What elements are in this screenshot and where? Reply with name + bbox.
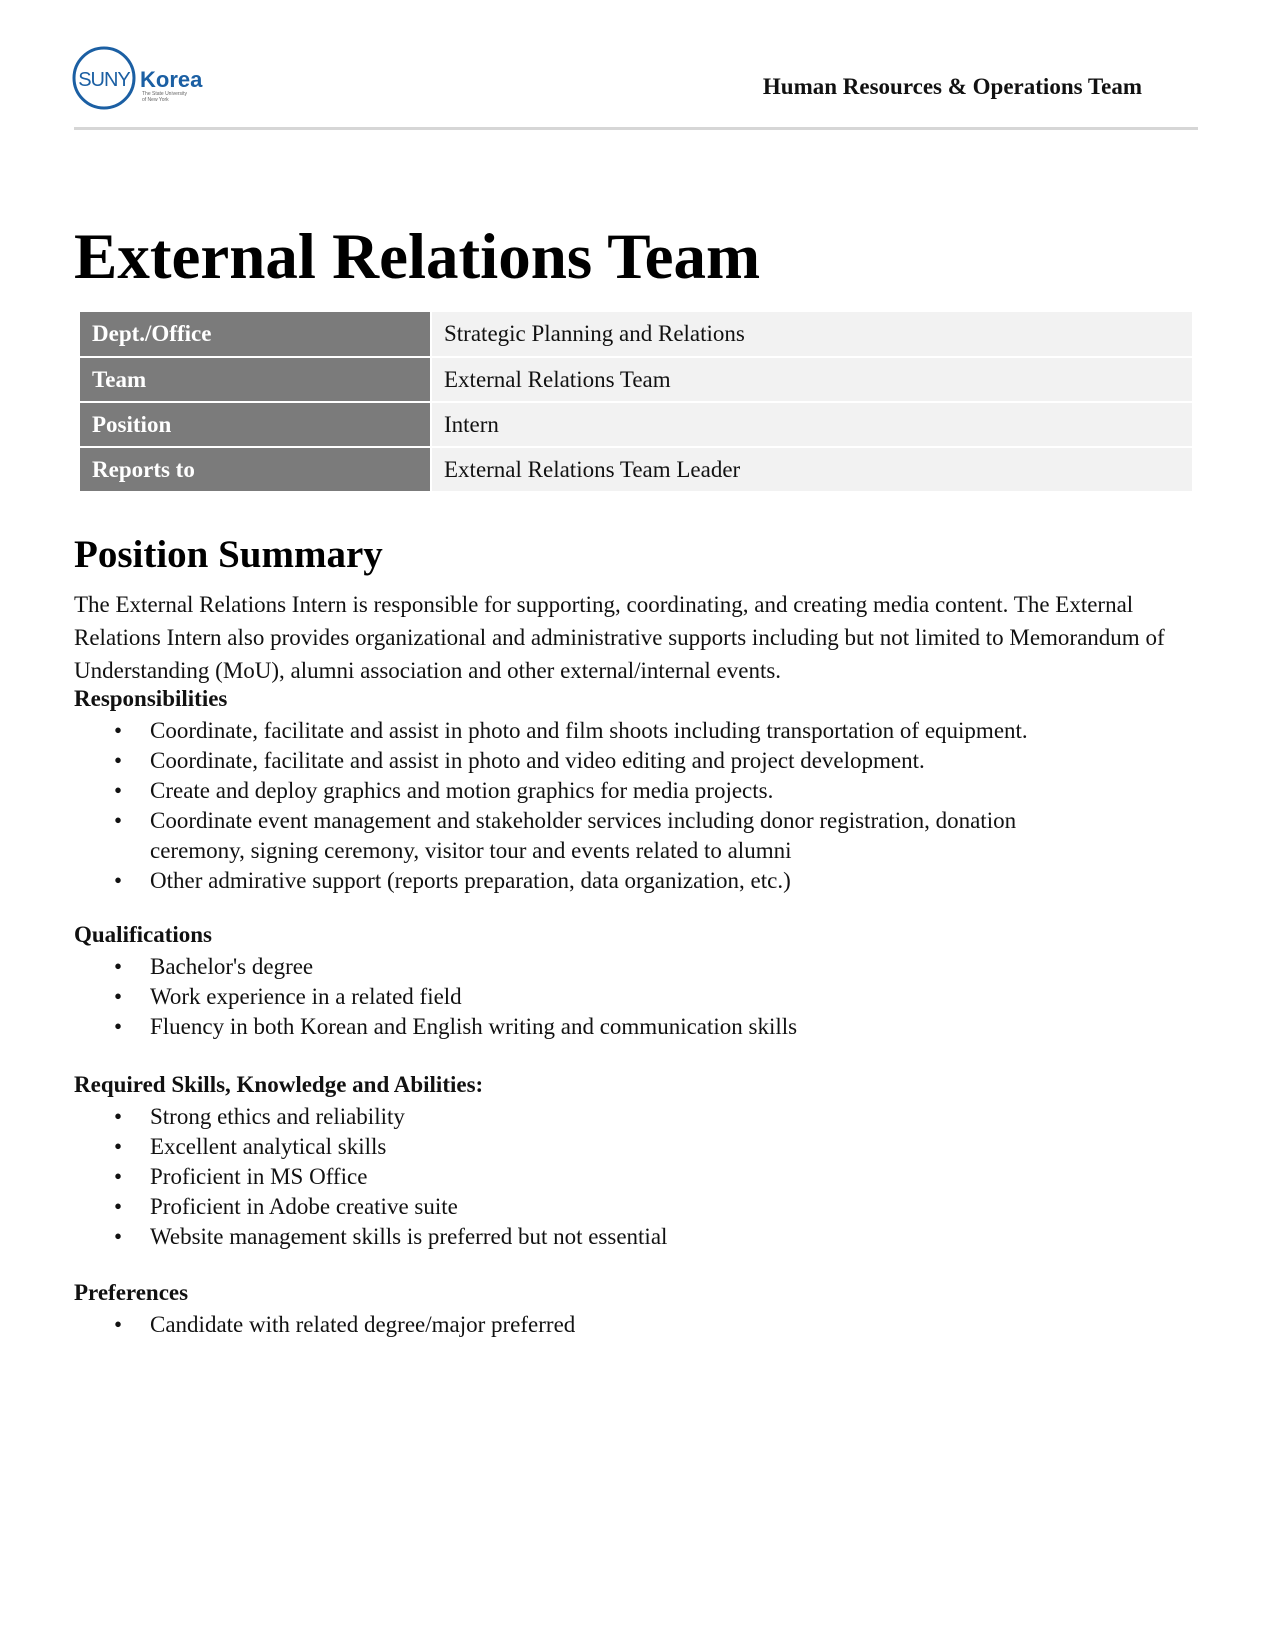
logo-suny-text: SUNY (78, 69, 130, 91)
list-item-text: Other admirative support (reports preparation, data organization, etc.) (150, 868, 791, 893)
bullet-icon: • (114, 1134, 123, 1159)
list-item-text: Coordinate event management and stakeholder services including donor registration, donation ceremony, signing ceremony, visitor tour and events related to alumni (150, 808, 1017, 863)
bullet-icon: • (114, 778, 123, 803)
list-item-text: Proficient in MS Office (150, 1164, 368, 1189)
preferences-section (74, 1278, 1204, 1340)
bullet-icon: • (114, 1014, 123, 1039)
list-item-text: Website management skills is preferred but not essential (150, 1224, 668, 1249)
suny-korea-logo (72, 44, 212, 116)
list-item (74, 1310, 1204, 1340)
list-item (74, 952, 1204, 982)
table-row (80, 357, 1192, 402)
skills-heading: Required Skills, Knowledge and Abilities: (74, 1072, 484, 1097)
table-value-cell: External Relations Team Leader (431, 447, 1192, 492)
bullet-icon: • (114, 954, 123, 979)
table-value-cell: Strategic Planning and Relations (431, 312, 1192, 357)
skills-list (74, 1102, 1204, 1252)
skills-section (74, 1070, 1204, 1252)
list-item (74, 982, 1204, 1012)
logo-korea-text: Korea (140, 67, 203, 92)
list-item (74, 806, 1204, 866)
list-item-text: Bachelor's degree (150, 954, 314, 979)
table-row (80, 447, 1192, 492)
table-label-cell: Position (80, 402, 431, 447)
list-item-text: Strong ethics and reliability (150, 1104, 405, 1129)
responsibilities-section (74, 684, 1204, 896)
summary-heading: Position Summary (74, 533, 383, 576)
position-info-table (80, 312, 1192, 493)
responsibilities-list (74, 716, 1204, 896)
header-divider (74, 127, 1198, 130)
table-label-cell: Reports to (80, 447, 431, 492)
table-value-cell: External Relations Team (431, 357, 1192, 402)
bullet-icon: • (114, 868, 123, 893)
list-item-text: Coordinate, facilitate and assist in photo and video editing and project development. (150, 748, 925, 773)
preferences-heading: Preferences (74, 1280, 189, 1305)
list-item (74, 1012, 1204, 1042)
list-item (74, 1222, 1204, 1252)
list-item-text: Create and deploy graphics and motion graphics for media projects. (150, 778, 774, 803)
list-item (74, 746, 1204, 776)
bullet-icon: • (114, 718, 123, 743)
list-item-text: Coordinate, facilitate and assist in photo and film shoots including transportation of equipment. (150, 718, 1028, 743)
bullet-icon: • (114, 1224, 123, 1249)
list-item-text: Candidate with related degree/major preferred (150, 1312, 576, 1337)
table-label-cell: Team (80, 357, 431, 402)
table-row (80, 312, 1192, 357)
bullet-icon: • (114, 1164, 123, 1189)
list-item (74, 1192, 1204, 1222)
table-row (80, 402, 1192, 447)
bullet-icon: • (114, 1104, 123, 1129)
qualifications-list (74, 952, 1204, 1042)
list-item-text: Fluency in both Korean and English writing and communication skills (150, 1014, 798, 1039)
bullet-icon: • (114, 1194, 123, 1219)
list-item (74, 776, 1204, 806)
logo-tagline-2: of New York (142, 97, 169, 103)
summary-paragraph: The External Relations Intern is responsible for supporting, coordinating, and creating media content. The External Relations Intern also provides organizational and administrative supports including but not limited to Memorandum of Understanding (MoU), alumni association and other external/internal events. (74, 592, 1165, 683)
list-item (74, 1102, 1204, 1132)
responsibilities-heading: Responsibilities (74, 686, 228, 711)
list-item-text: Excellent analytical skills (150, 1134, 387, 1159)
bullet-icon: • (114, 808, 123, 833)
logo-tagline-1: The State University (142, 91, 188, 97)
list-item (74, 716, 1204, 746)
list-item-text: Work experience in a related field (150, 984, 462, 1009)
table-value-cell: Intern (431, 402, 1192, 447)
list-item (74, 1162, 1204, 1192)
bullet-icon: • (114, 984, 123, 1009)
qualifications-section (74, 920, 1204, 1042)
bullet-icon: • (114, 748, 123, 773)
list-item (74, 1132, 1204, 1162)
page-title: External Relations Team (74, 221, 761, 293)
qualifications-heading: Qualifications (74, 922, 213, 947)
list-item-text: Proficient in Adobe creative suite (150, 1194, 458, 1219)
bullet-icon: • (114, 1312, 123, 1337)
header-org-name: Human Resources & Operations Team (762, 74, 1142, 99)
preferences-list (74, 1310, 1204, 1340)
list-item (74, 866, 1204, 896)
table-label-cell: Dept./Office (80, 312, 431, 357)
